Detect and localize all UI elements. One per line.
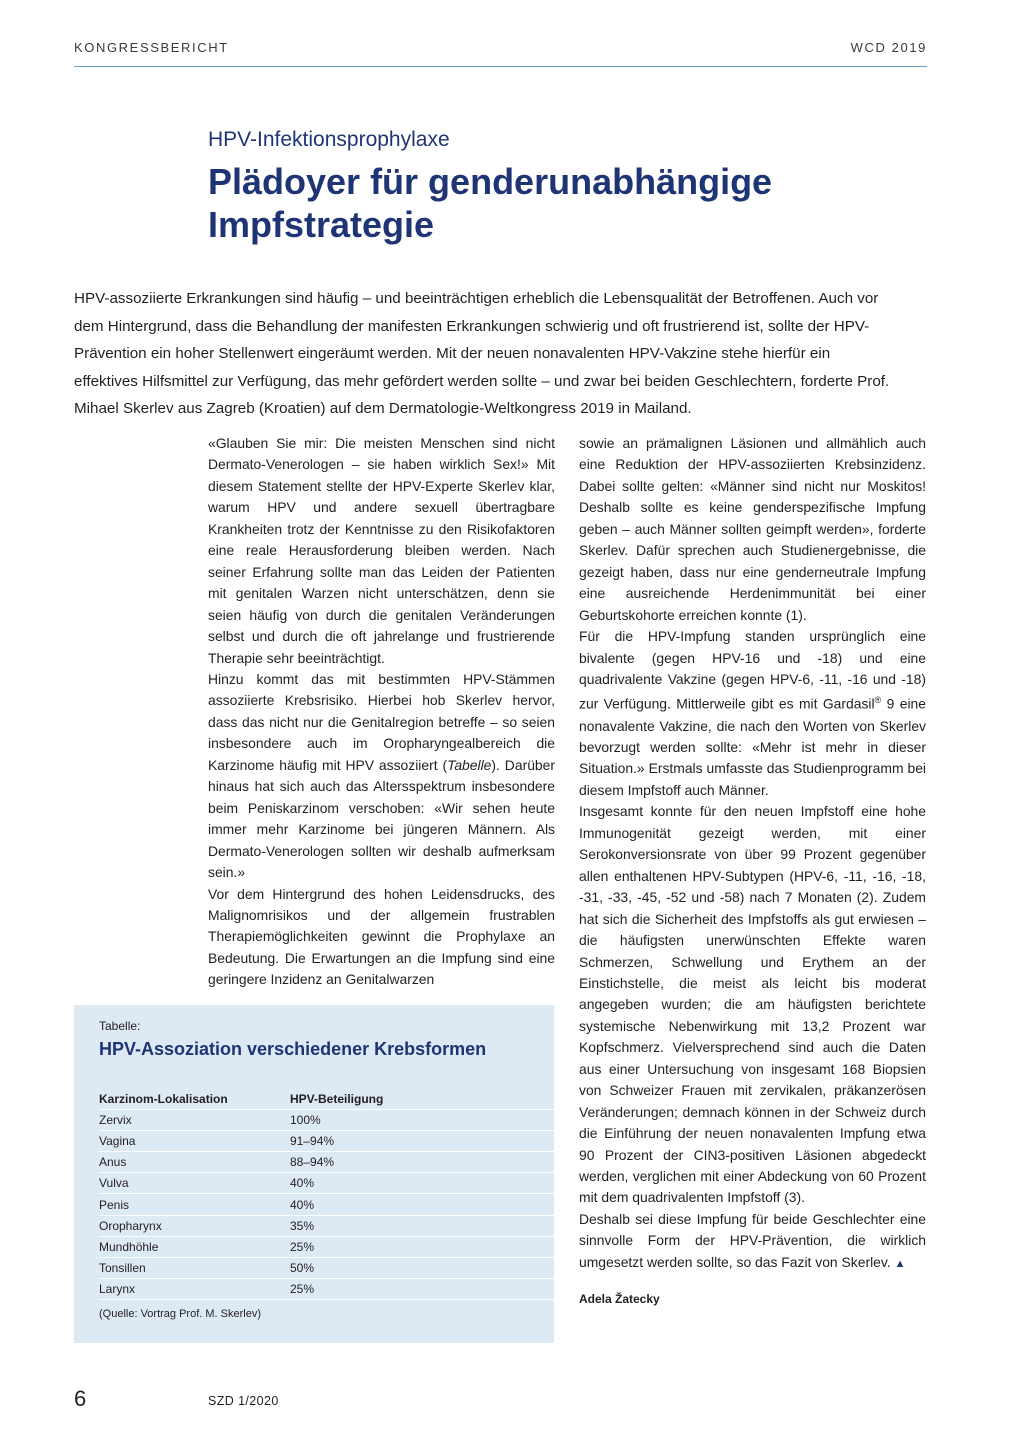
event-label: WCD 2019 — [850, 40, 927, 55]
table-row — [99, 1236, 554, 1257]
paragraph: sowie an prämalignen Läsionen und allmählich auch eine Reduktion der HPV-assoziierten Krebsinzidenz. Dabei sollte gelten: «Männer sind nicht nur Moskitos! Deshalb sollte es keine genderspezifische Impfung geben – auch Männer sollten geimpft werden», forderte Skerlev. Dafür sprechen auch Studienergebnisse, die gezeigt haben, dass nur eine genderneutrale Impfung eine ausreichende Herdenimmunität bei einer Geburtskohorte erreichen konnte (1). — [579, 435, 926, 623]
table-row — [99, 1278, 554, 1299]
table-cell: 35% — [290, 1215, 554, 1236]
table-cell: 40% — [290, 1173, 554, 1194]
table-header-row — [99, 1089, 554, 1110]
text-column-left — [208, 433, 555, 991]
page-number: 6 — [74, 1386, 87, 1411]
paragraph: Deshalb sei diese Impfung für beide Geschlechter eine sinnvolle Form der HPV-Prävention, die wirklich umgesetzt werden sollte, so das Fazit von Skerlev. ▲ — [579, 1210, 926, 1270]
table-reference: Tabelle — [447, 756, 492, 773]
article-kicker: HPV-Infektionsprophylaxe — [208, 128, 450, 151]
table-box — [74, 1005, 554, 1343]
paragraph: Für die HPV-Impfung standen ursprünglich eine bivalente (gegen HPV-16 und -18) und eine quadrivalente Vakzine (gegen HPV-6, -11, -16 und -18) zur Verfügung. Mittlerweile gibt es mit Gardasil® 9 eine nonavalente Vakzine, die nach den Worten von Skerlev bevorzugt werden sollte: «Mehr ist mehr in dieser Situation.» Erstmals umfasste das Studienprogramm bei diesem Impfstoff auch Männer. — [579, 628, 926, 798]
table-cell: Penis — [99, 1194, 290, 1215]
table-cell: Oropharynx — [99, 1215, 290, 1236]
table-cell: 100% — [290, 1110, 554, 1131]
paragraph: «Glauben Sie mir: Die meisten Menschen sind nicht Dermato-Venerologen – sie haben wirklich Sex!» Mit diesem Statement stellte der HPV-Experte Skerlev klar, warum HPV und andere sexuell übertragbare Krankheiten trotz der Kenntnisse zu den Risikofaktoren eine reale Herausforderung bleiben werden. Nach seiner Erfahrung sollte man das Leiden der Patienten mit genitalen Warzen nicht unterschätzen, denn sie seien häufig von durch die genitalen Veränderungen selbst und durch die oft jahrelange und frustrierende Therapie sehr beeinträchtigt. — [208, 435, 555, 666]
table-cell: Anus — [99, 1152, 290, 1173]
table-row — [99, 1110, 554, 1131]
table-row — [99, 1194, 554, 1215]
end-mark-icon: ▲ — [894, 1257, 906, 1270]
paragraph: Vor dem Hintergrund des hohen Leidensdrucks, des Malignomrisikos und der allgemein frustrablen Therapiemöglichkeiten gewinnt die Prophylaxe an Bedeutung. Die Erwartungen an die Impfung sind eine geringere Inzidenz an Genitalwarzen — [208, 885, 555, 988]
author-byline: Adela Žatecky — [579, 1292, 660, 1306]
table-cell: 50% — [290, 1257, 554, 1278]
table-cell: Vulva — [99, 1173, 290, 1194]
table-cell: Mundhöhle — [99, 1236, 290, 1257]
table-row — [99, 1173, 554, 1194]
table-source: (Quelle: Vortrag Prof. M. Skerlev) — [99, 1308, 261, 1320]
table-cell: 40% — [290, 1194, 554, 1215]
article-title: Plädoyer für genderunabhängige Impfstrategie — [208, 161, 773, 245]
table-cell: Tonsillen — [99, 1257, 290, 1278]
table-cell: Zervix — [99, 1110, 290, 1131]
text-column-right — [579, 433, 926, 1275]
column-header: HPV-Beteiligung — [290, 1089, 554, 1110]
running-header — [74, 40, 927, 67]
table-cell: Vagina — [99, 1131, 290, 1152]
data-table — [99, 1089, 554, 1300]
table-cell: Larynx — [99, 1278, 290, 1299]
article-lead: HPV-assoziierte Erkrankungen sind häufig – und beeinträchtigen erheblich die Lebensqualität der Betroffenen. Auch vor dem Hintergrund, dass die Behandlung der manifesten Erkrankungen schwierig und oft frustrierend ist, sollte der HPV-Prävention ein hoher Stellenwert eingeräumt werden. Mit der neuen nonavalenten HPV-Vakzine stehe hierfür ein effektives Hilfsmittel zur Verfügung, das mehr gefördert werden sollte – und zwar bei beiden Geschlechtern, forderte Prof. Mihael Skerlev aus Zagreb (Kroatien) auf dem Dermatologie-Weltkongress 2019 in Mailand. — [74, 290, 890, 418]
paragraph: Insgesamt konnte für den neuen Impfstoff eine hohe Immunogenität gezeigt werden, mit einer Serokonversionsrate von über 99 Prozent gegenüber allen enthaltenen HPV-Subtypen (HPV-6, -11, -16, -18, -31, -33, -45, -52 und -58) nach 7 Monaten (2). Zudem hat sich die Sicherheit des Impfstoffs als gut erwiesen – die häufigsten unerwünschten Effekte waren Schmerzen, Schwellung und Erythem an der Einstichstelle, die meist als leicht bis moderat angegeben wurden; die am häufigsten berichtete systemische Nebenwirkung mit 13,2 Prozent war Kopfschmerz. Vielversprechend sind auch die Daten aus einer Untersuchung von insgesamt 168 Biopsien von Schweizer Frauen mit zervikalen, präkanzerösen Veränderungen; demnach können in der Schweiz durch die Einführung der neuen nonavalenten Impfung etwa 90 Prozent der CIN3-positiven Läsionen abgedeckt werden, verglichen mit einer Abdeckung von 60 Prozent mit dem quadrivalenten Impfstoff (3). — [579, 803, 926, 1206]
table-row — [99, 1131, 554, 1152]
table-row — [99, 1215, 554, 1236]
paragraph: Hinzu kommt das mit bestimmten HPV-Stämmen assoziierte Krebsrisiko. Hierbei hob Skerlev hervor, dass das nicht nur die Genitalregion betreffe – so seien insbesondere auch im Oropharyngealbereich die Karzinome häufig mit HPV assoziiert (Tabelle). Darüber hinaus hat sich auch das Altersspektrum insbesondere beim Peniskarzinom verschoben: «Wir sehen heute immer mehr Karzinome bei jüngeren Männern. Als Dermato-Venerologen sollten wir deshalb aufmerksam sein.» — [208, 670, 555, 881]
column-header: Karzinom-Lokalisation — [99, 1089, 290, 1110]
table-cell: 91–94% — [290, 1131, 554, 1152]
table-title: HPV-Assoziation verschiedener Krebsformen — [99, 1039, 487, 1059]
issue-label: SZD 1/2020 — [208, 1394, 279, 1408]
table-cell: 25% — [290, 1236, 554, 1257]
table-row — [99, 1257, 554, 1278]
table-cell: 88–94% — [290, 1152, 554, 1173]
table-label: Tabelle: — [99, 1019, 141, 1033]
table-cell: 25% — [290, 1278, 554, 1299]
table-row — [99, 1152, 554, 1173]
section-label: KONGRESSBERICHT — [74, 40, 229, 55]
